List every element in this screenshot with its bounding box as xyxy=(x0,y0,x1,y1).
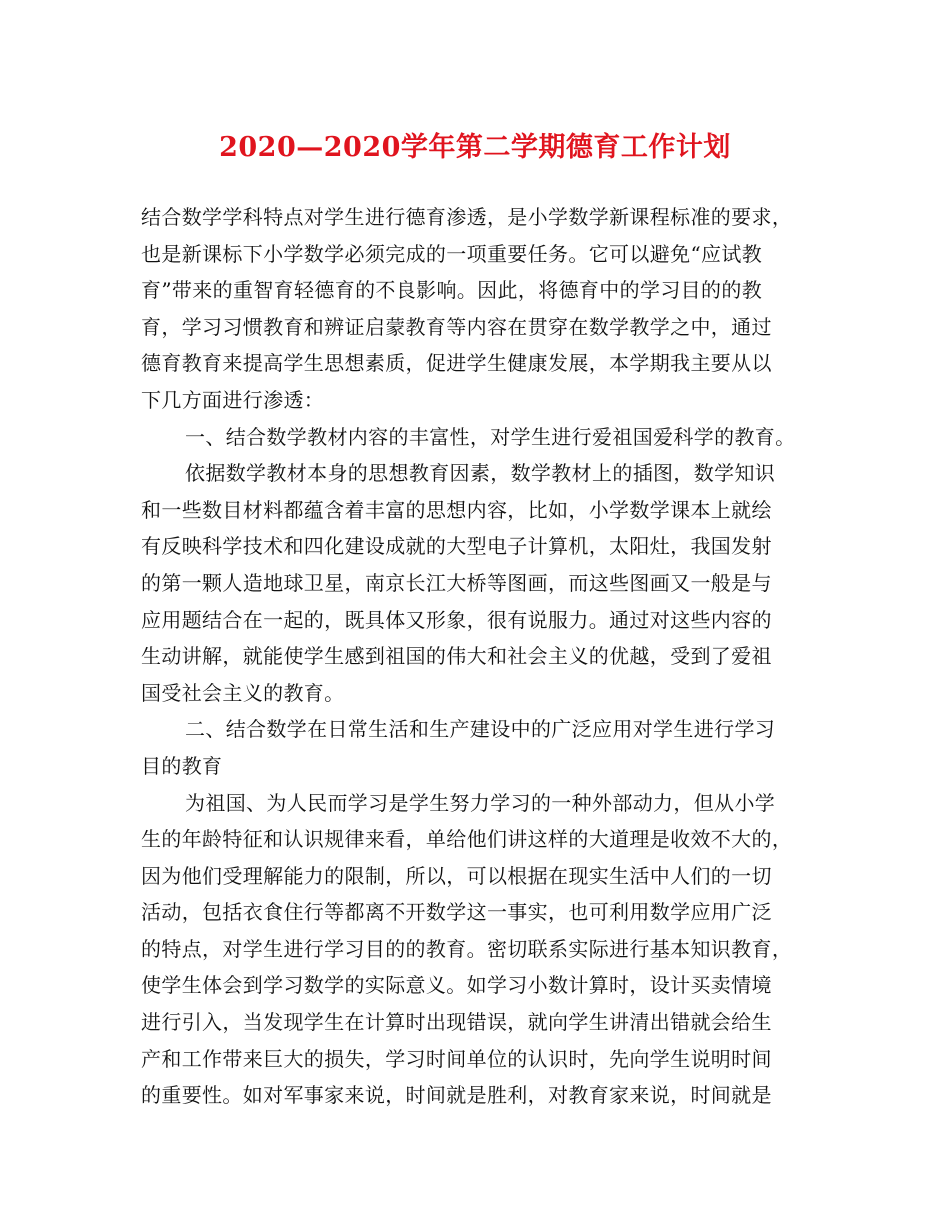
body-text-line: 为祖国、为人民而学习是学生努力学习的一种外部动力，但从小学 xyxy=(185,790,776,815)
document-body xyxy=(141,199,821,1114)
document-title: 2020—2020学年第二学期德育工作计划 xyxy=(219,132,731,163)
body-text-line: 目的教育 xyxy=(141,753,223,778)
body-text-line: 国受社会主义的教育。 xyxy=(141,680,345,705)
body-text-line: 进行引入，当发现学生在计算时出现错误，就向学生讲清出错就会给生 xyxy=(141,1010,772,1035)
body-text-line: 育”带来的重智育轻德育的不良影响。因此，将德育中的学习目的的教 xyxy=(141,278,763,303)
body-text-line: 应用题结合在一起的，既具体又形象，很有说服力。通过对这些内容的 xyxy=(141,607,772,632)
body-text-line: 结合数学学科特点对学生进行德育渗透，是小学数学新课程标准的要求， xyxy=(141,205,793,229)
body-text-line: 使学生体会到学习数学的实际意义。如学习小数计算时，设计买卖情境 xyxy=(141,973,772,998)
body-text-line: 和一些数目材料都蕴含着丰富的思想内容，比如，小学数学课本上就绘 xyxy=(141,497,772,522)
body-text-line: 的第一颗人造地球卫星，南京长江大桥等图画，而这些图画又一般是与 xyxy=(141,570,772,595)
body-text-line: 育，学习习惯教育和辨证启蒙教育等内容在贯穿在数学教学之中，通过 xyxy=(141,314,772,339)
body-text-line: 因为他们受理解能力的限制，所以，可以根据在现实生活中人们的一切 xyxy=(141,863,772,888)
body-text-line: 德育教育来提高学生思想素质，促进学生健康发展，本学期我主要从以 xyxy=(141,351,772,376)
body-text-line: 活动，包括衣食住行等都离不开数学这一事实，也可利用数学应用广泛 xyxy=(141,900,772,925)
body-text-line: 有反映科学技术和四化建设成就的大型电子计算机，太阳灶，我国发射 xyxy=(141,534,772,559)
body-text-line: 依据数学教材本身的思想教育因素，数学教材上的插图，数学知识 xyxy=(185,461,776,486)
body-text-line: 生动讲解，就能使学生感到祖国的伟大和社会主义的优越，受到了爱祖 xyxy=(141,644,772,669)
body-text-line: 的重要性。如对军事家来说，时间就是胜利，对教育家来说，时间就是 xyxy=(141,1083,772,1108)
body-text-line: 一、结合数学教材内容的丰富性，对学生进行爱祖国爱科学的教育。 xyxy=(185,424,796,449)
body-text-line: 二、结合数学在日常生活和生产建设中的广泛应用对学生进行学习 xyxy=(185,717,776,742)
body-text-line: 产和工作带来巨大的损失，学习时间单位的认识时，先向学生说明时间 xyxy=(141,1046,772,1071)
body-text-line: 下几方面进行渗透： xyxy=(141,387,325,412)
body-text-line: 的特点，对学生进行学习目的的教育。密切联系实际进行基本知识教育， xyxy=(141,936,793,961)
body-text-line: 也是新课标下小学数学必须完成的一项重要任务。它可以避免“应试教 xyxy=(141,241,763,266)
body-text-line: 生的年龄特征和认识规律来看，单给他们讲这样的大道理是收效不大的， xyxy=(141,827,793,852)
